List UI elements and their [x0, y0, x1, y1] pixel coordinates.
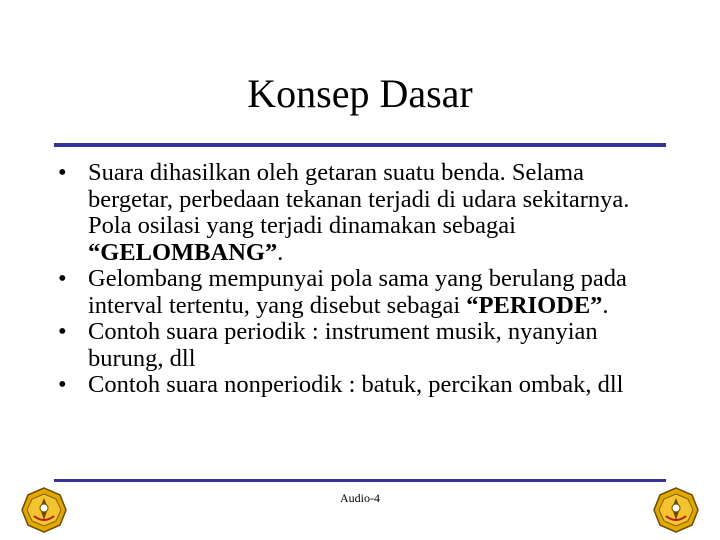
bullet-dot-icon: •	[58, 159, 67, 186]
bullet-emphasis: “PERIODE”	[466, 291, 603, 319]
bullet-item	[58, 319, 668, 372]
bullet-item	[58, 160, 668, 266]
footer-label: Audio-4	[340, 491, 380, 505]
bullet-dot-icon: •	[58, 318, 67, 345]
slide-title: Konsep Dasar	[247, 71, 473, 116]
bullet-text: Contoh suara periodik : instrument musik, nyanyian burung, dll	[88, 318, 598, 372]
title-divider	[54, 143, 666, 147]
bullet-list	[58, 160, 668, 399]
bullet-dot-icon: •	[58, 265, 67, 292]
bullet-text: Gelombang mempunyai pola sama yang berulang pada interval tertentu, yang disebut sebagai	[88, 265, 627, 319]
bullet-item	[58, 266, 668, 319]
bullet-emphasis: “GELOMBANG”	[88, 238, 278, 266]
bullet-text-end: .	[277, 238, 284, 266]
university-emblem-icon	[652, 486, 700, 534]
bullet-dot-icon: •	[58, 371, 67, 398]
bullet-text-end: .	[602, 291, 609, 319]
footer-divider	[54, 479, 666, 482]
bullet-text: Contoh suara nonperiodik : batuk, percikan ombak, dll	[88, 371, 624, 398]
bullet-item	[58, 372, 668, 399]
bullet-text: Suara dihasilkan oleh getaran suatu benda. Selama bergetar, perbedaan tekanan terjadi di udara sekitarnya. Pola osilasi yang terjadi dinamakan sebagai	[88, 159, 630, 239]
